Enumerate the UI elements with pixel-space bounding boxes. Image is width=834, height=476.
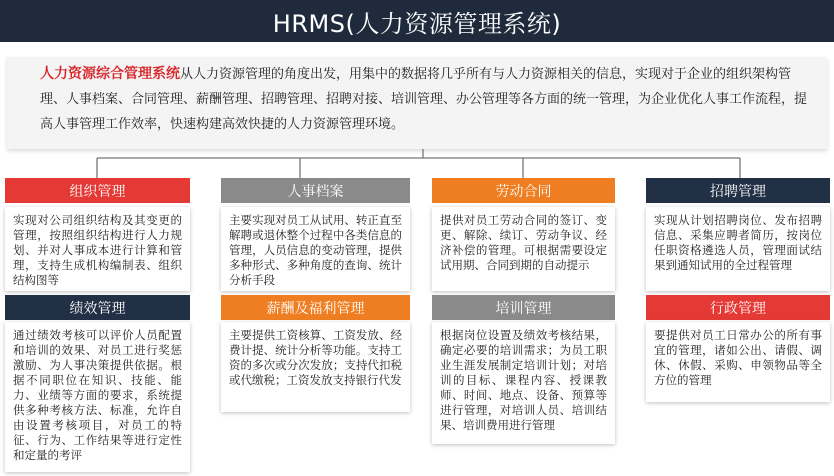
module-desc-performance: 通过绩效考核可以评价人员配置和培训的效果、对员工进行奖惩激励、为人事决策提供依据。根据不同职位在知识、技能、能力、业绩等方面的要求，系统提供多种考核方法、标准，允许自由设置考核项目，对员工的特征、行为、工作结果等进行定性和定量的考评 — [5, 322, 190, 472]
module-header-admin: 行政管理 — [646, 295, 830, 320]
module-desc-personnel: 主要实现对员工从试用、转正直至解聘或退休整个过程中各类信息的管理，人员信息的变动管理，提供多种形式、多种角度的查询、统计分析手段 — [221, 207, 410, 291]
module-header-training: 培训管理 — [432, 295, 615, 320]
module-desc-recruit: 实现从计划招聘岗位、发布招聘信息、采集应聘者简历，按岗位任职资格遴选人员，管理面试结果到通知试用的全过程管理 — [646, 207, 830, 291]
module-desc-admin: 要提供对员工日常办公的所有事宜的管理，诸如公出、请假、调休、休假、采购、申领物品等全方位的管理 — [646, 322, 830, 402]
module-header-personnel: 人事档案 — [221, 178, 410, 203]
intro-text — [40, 62, 810, 137]
module-desc-training: 根据岗位设置及绩效考核结果，确定必要的培训需求；为员工职业生涯发展制定培训计划；对培训的目标、课程内容、授课教师、时间、地点、设备、预算等进行管理，对培训人员、培训结果、培训费用进行管理 — [432, 322, 615, 444]
module-header-salary: 薪酬及福利管理 — [221, 295, 410, 320]
module-desc-salary: 主要提供工资核算、工资发放、经费计提、统计分析等功能。支持工资的多次或分次发放；支持代扣税或代缴税；工资发放支持银行代发 — [221, 322, 410, 412]
module-header-recruit: 招聘管理 — [646, 178, 830, 203]
module-header-org: 组织管理 — [5, 178, 190, 203]
page-title: HRMS(人力资源管理系统) — [0, 0, 834, 42]
module-desc-contract: 提供对员工劳动合同的签订、变更、解除、续订、劳动争议、经济补偿的管理。可根据需要设定试用期、合同到期的自动提示 — [432, 207, 615, 291]
intro-highlight: 人力资源综合管理系统 — [40, 66, 180, 82]
module-header-performance: 绩效管理 — [5, 295, 190, 320]
intro-body: 从人力资源管理的角度出发，用集中的数据将几乎所有与人力资源相关的信息，实现对于企业的组织架构管理、人事档案、合同管理、薪酬管理、招聘管理、招聘对接、培训管理、办公管理等各方面的统一管理，为企业优化人事工作流程，提高人事管理工作效率，快速构建高效快捷的人力资源管理环境。 — [40, 67, 808, 132]
module-header-contract: 劳动合同 — [432, 178, 615, 203]
module-desc-org: 实现对公司组织结构及其变更的管理，按照组织结构进行人力规划、并对人事成本进行计算和管理，支持生成机构编制表、组织结构图等 — [5, 207, 190, 291]
